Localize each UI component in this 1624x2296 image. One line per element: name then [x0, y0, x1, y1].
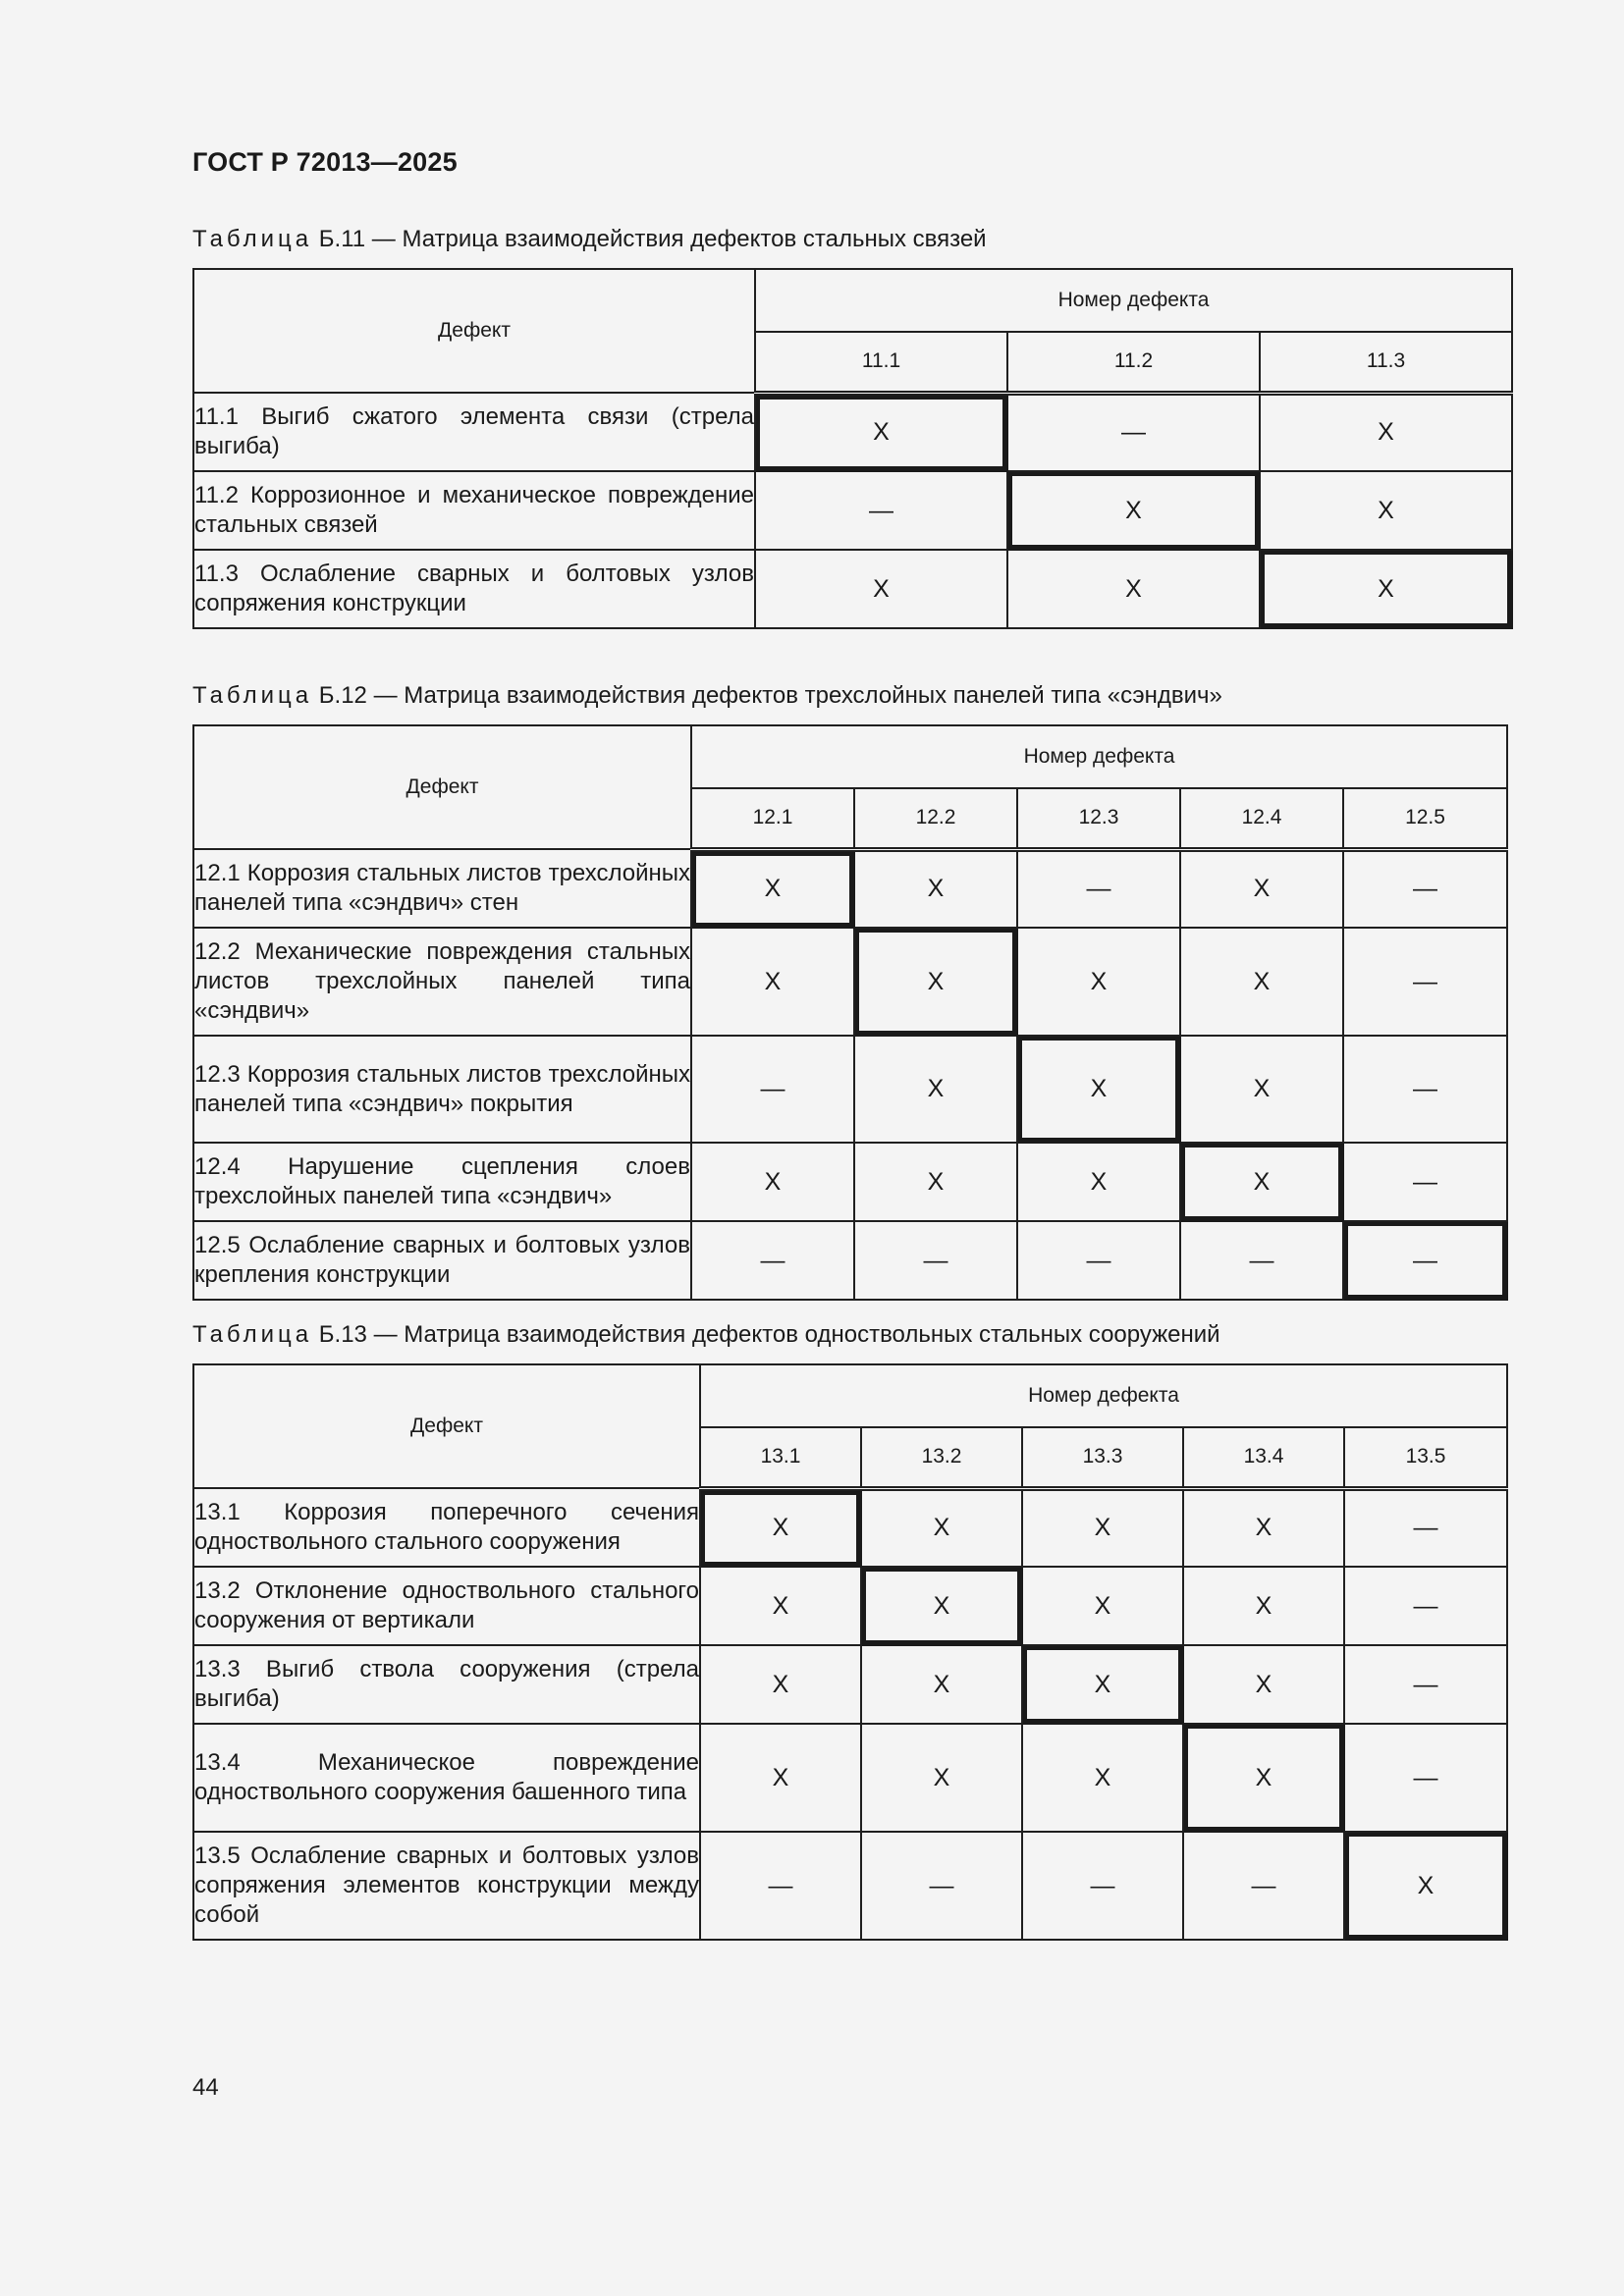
interaction-cell: X: [1344, 1832, 1507, 1940]
column-header: 12.3: [1017, 788, 1180, 849]
defect-matrix-b11: [192, 268, 1513, 629]
interaction-cell: X: [1183, 1567, 1344, 1645]
table-caption-b13: [192, 1321, 1220, 1349]
interaction-cell: X: [700, 1724, 861, 1832]
interaction-cell: —: [1344, 1645, 1507, 1724]
interaction-cell: —: [1344, 1488, 1507, 1567]
defect-name: 13.4 Механическое повреждение одноствольного сооружения башенного типа: [193, 1724, 700, 1832]
interaction-cell: —: [854, 1221, 1017, 1300]
table-row: [193, 1036, 1507, 1143]
defect-name: 11.3 Ослабление сварных и болтовых узлов сопряжения конструкции: [193, 550, 755, 628]
caption-word: Таблица: [192, 1321, 313, 1348]
interaction-cell: —: [691, 1221, 854, 1300]
defect-name: 11.2 Коррозионное и механическое повреждение стальных связей: [193, 471, 755, 550]
interaction-cell: X: [861, 1724, 1022, 1832]
caption-text: Б.13 — Матрица взаимодействия дефектов одноствольных стальных сооружений: [318, 1321, 1220, 1348]
defect-column-header: Дефект: [193, 269, 755, 393]
interaction-cell: X: [755, 550, 1007, 628]
column-header: 11.3: [1260, 332, 1512, 393]
interaction-cell: X: [854, 1036, 1017, 1143]
interaction-cell: X: [1180, 849, 1343, 928]
interaction-cell: X: [1183, 1488, 1344, 1567]
interaction-cell: X: [1022, 1488, 1183, 1567]
table-caption-b11: [192, 226, 987, 253]
column-header: 12.5: [1343, 788, 1507, 849]
interaction-cell: X: [854, 928, 1017, 1036]
defect-name: 13.2 Отклонение одноствольного стального сооружения от вертикали: [193, 1567, 700, 1645]
defect-number-header: Номер дефекта: [691, 725, 1507, 788]
defect-name: 12.1 Коррозия стальных листов трехслойных панелей типа «сэндвич» стен: [193, 849, 691, 928]
interaction-cell: X: [1022, 1724, 1183, 1832]
column-header: 12.4: [1180, 788, 1343, 849]
interaction-cell: —: [1017, 1221, 1180, 1300]
table-row: [193, 1645, 1507, 1724]
defect-name: 13.3 Выгиб ствола сооружения (стрела выгиба): [193, 1645, 700, 1724]
defect-name: 12.4 Нарушение сцепления слоев трехслойных панелей типа «сэндвич»: [193, 1143, 691, 1221]
interaction-cell: —: [1007, 393, 1260, 471]
interaction-cell: X: [1022, 1567, 1183, 1645]
interaction-cell: X: [1022, 1645, 1183, 1724]
interaction-cell: X: [1260, 471, 1512, 550]
interaction-cell: —: [1180, 1221, 1343, 1300]
table-row: [193, 1724, 1507, 1832]
document-header: ГОСТ Р 72013—2025: [192, 147, 458, 177]
interaction-cell: X: [1007, 471, 1260, 550]
column-header: 11.2: [1007, 332, 1260, 393]
column-header: 13.5: [1344, 1427, 1507, 1488]
defect-number-header: Номер дефекта: [755, 269, 1512, 332]
interaction-cell: X: [1017, 928, 1180, 1036]
interaction-cell: X: [755, 393, 1007, 471]
caption-text: Б.11 — Матрица взаимодействия дефектов стальных связей: [318, 226, 987, 252]
interaction-cell: —: [1343, 1221, 1507, 1300]
column-header: 11.1: [755, 332, 1007, 393]
interaction-cell: X: [1183, 1724, 1344, 1832]
table-row: [193, 849, 1507, 928]
interaction-cell: X: [854, 1143, 1017, 1221]
interaction-cell: X: [691, 849, 854, 928]
column-header: 13.1: [700, 1427, 861, 1488]
table-row: [193, 471, 1512, 550]
interaction-cell: —: [1183, 1832, 1344, 1940]
interaction-cell: —: [1343, 1036, 1507, 1143]
table-row: [193, 393, 1512, 471]
caption-text: Б.12 — Матрица взаимодействия дефектов трехслойных панелей типа «сэндвич»: [318, 682, 1222, 709]
interaction-cell: X: [1180, 1143, 1343, 1221]
interaction-cell: —: [700, 1832, 861, 1940]
interaction-cell: X: [700, 1488, 861, 1567]
table-row: [193, 1488, 1507, 1567]
defect-number-header: Номер дефекта: [700, 1364, 1507, 1427]
defect-matrix-b13: [192, 1363, 1508, 1941]
interaction-cell: X: [691, 928, 854, 1036]
interaction-cell: X: [861, 1567, 1022, 1645]
defect-name: 12.5 Ослабление сварных и болтовых узлов крепления конструкции: [193, 1221, 691, 1300]
caption-word: Таблица: [192, 682, 313, 709]
interaction-cell: —: [1343, 1143, 1507, 1221]
interaction-cell: X: [1180, 1036, 1343, 1143]
table-row: [193, 550, 1512, 628]
interaction-cell: X: [861, 1488, 1022, 1567]
interaction-cell: X: [700, 1567, 861, 1645]
interaction-cell: X: [1183, 1645, 1344, 1724]
interaction-cell: —: [1344, 1724, 1507, 1832]
column-header: 13.3: [1022, 1427, 1183, 1488]
defect-column-header: Дефект: [193, 1364, 700, 1488]
interaction-cell: —: [1017, 849, 1180, 928]
interaction-cell: X: [700, 1645, 861, 1724]
interaction-cell: X: [1017, 1143, 1180, 1221]
defect-name: 13.1 Коррозия поперечного сечения одноствольного стального сооружения: [193, 1488, 700, 1567]
interaction-cell: X: [861, 1645, 1022, 1724]
defect-name: 12.2 Механические повреждения стальных листов трехслойных панелей типа «сэндвич»: [193, 928, 691, 1036]
interaction-cell: —: [861, 1832, 1022, 1940]
interaction-cell: X: [1017, 1036, 1180, 1143]
defect-column-header: Дефект: [193, 725, 691, 849]
caption-word: Таблица: [192, 226, 313, 252]
interaction-cell: —: [1344, 1567, 1507, 1645]
interaction-cell: —: [755, 471, 1007, 550]
interaction-cell: —: [1343, 849, 1507, 928]
interaction-cell: X: [1180, 928, 1343, 1036]
interaction-cell: X: [1260, 393, 1512, 471]
interaction-cell: —: [1343, 928, 1507, 1036]
table-row: [193, 1832, 1507, 1940]
table-row: [193, 1221, 1507, 1300]
interaction-cell: X: [854, 849, 1017, 928]
interaction-cell: X: [1007, 550, 1260, 628]
interaction-cell: —: [1022, 1832, 1183, 1940]
defect-matrix-b12: [192, 724, 1508, 1301]
interaction-cell: —: [691, 1036, 854, 1143]
column-header: 13.4: [1183, 1427, 1344, 1488]
defect-name: 11.1 Выгиб сжатого элемента связи (стрела выгиба): [193, 393, 755, 471]
interaction-cell: X: [1260, 550, 1512, 628]
table-row: [193, 928, 1507, 1036]
table-row: [193, 1567, 1507, 1645]
page-number: 44: [192, 2074, 219, 2101]
defect-name: 12.3 Коррозия стальных листов трехслойных панелей типа «сэндвич» покрытия: [193, 1036, 691, 1143]
column-header: 12.1: [691, 788, 854, 849]
column-header: 13.2: [861, 1427, 1022, 1488]
interaction-cell: X: [691, 1143, 854, 1221]
defect-name: 13.5 Ослабление сварных и болтовых узлов сопряжения элементов конструкции между собой: [193, 1832, 700, 1940]
table-caption-b12: [192, 682, 1222, 710]
table-row: [193, 1143, 1507, 1221]
column-header: 12.2: [854, 788, 1017, 849]
